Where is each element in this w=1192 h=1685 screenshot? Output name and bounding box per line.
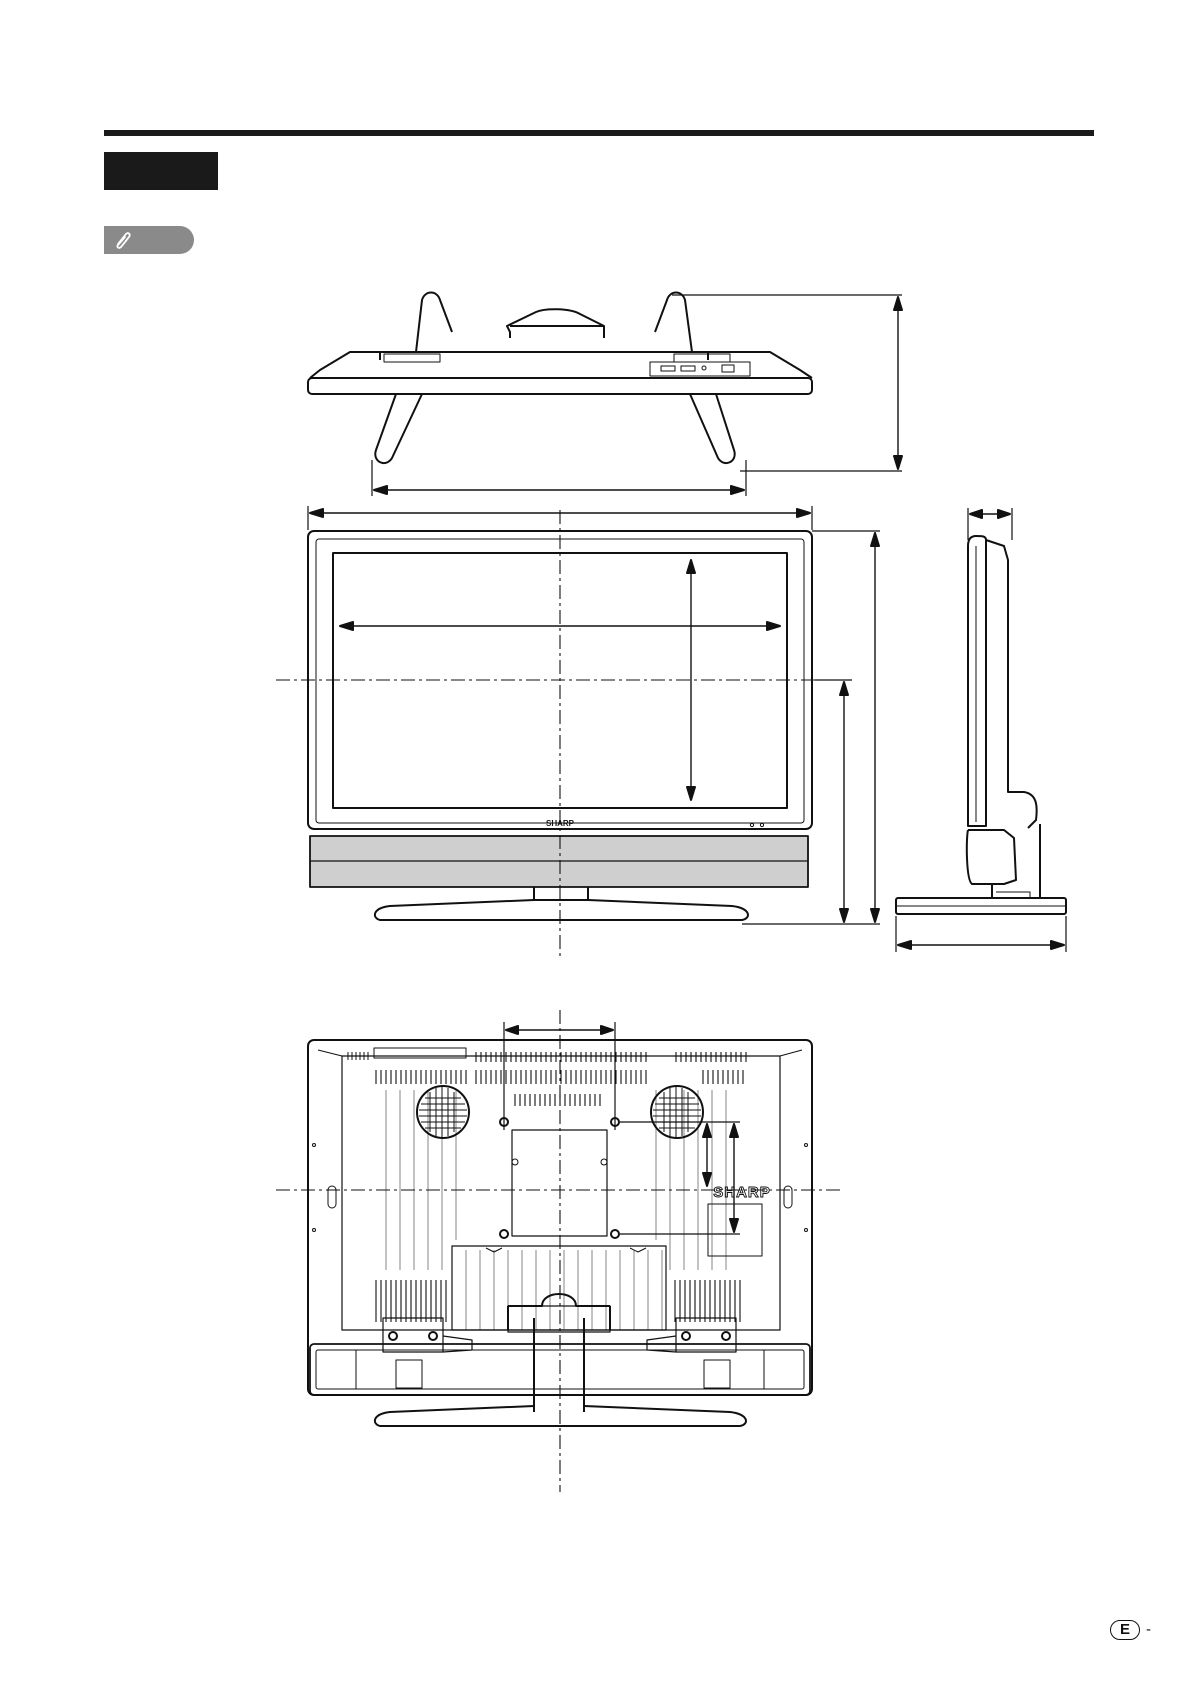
- front-view: [308, 506, 880, 924]
- page-marker-suffix: -: [1146, 1621, 1151, 1638]
- page-marker: E: [1110, 1620, 1140, 1640]
- side-view: [896, 508, 1066, 952]
- front-logo: SHARP: [545, 819, 575, 828]
- rear-logo: SHARP: [713, 1184, 771, 1201]
- top-view: [308, 293, 902, 497]
